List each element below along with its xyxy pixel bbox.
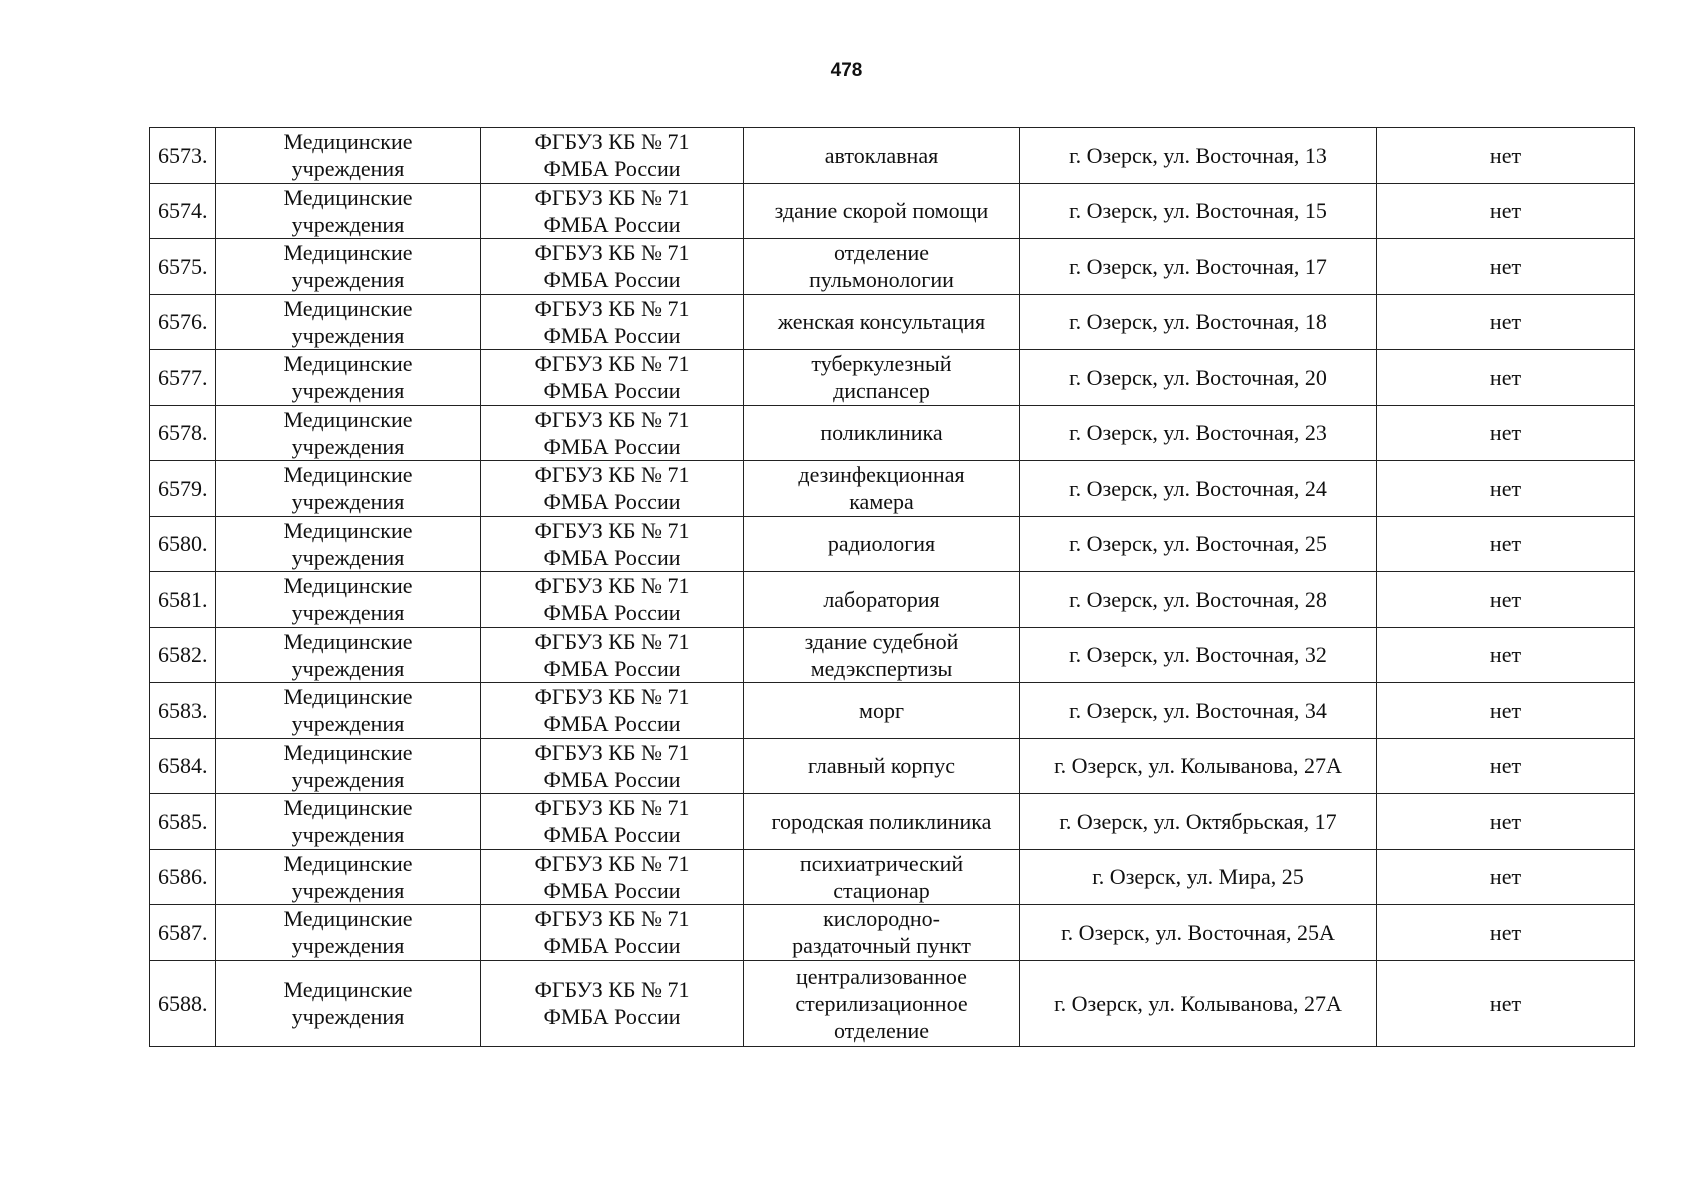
organization-line: ФМБА России (543, 1004, 681, 1029)
category-line: Медицинские (283, 351, 413, 377)
address-cell: г. Озерск, ул. Восточная, 18 (1020, 294, 1377, 350)
category-cell (216, 849, 481, 905)
organization-cell (481, 794, 744, 850)
address-cell: г. Озерск, ул. Колыванова, 27А (1020, 738, 1377, 794)
category-cell (216, 794, 481, 850)
category-cell (216, 905, 481, 961)
address-cell: г. Озерск, ул. Восточная, 13 (1020, 128, 1377, 184)
row-number: 6578. (150, 405, 216, 461)
organization-cell (481, 183, 744, 239)
status-cell: нет (1377, 738, 1635, 794)
organization-cell (481, 516, 744, 572)
table-row (150, 350, 1635, 406)
category-line: Медицинские (283, 406, 413, 432)
status-cell: нет (1377, 683, 1635, 739)
object-line: раздаточный пункт (792, 933, 971, 959)
category-line: Медицинские (283, 295, 413, 321)
status-cell: нет (1377, 183, 1635, 239)
category-line: Медицинские (283, 850, 413, 876)
organization-line: ФГБУЗ КБ № 71 (534, 406, 690, 432)
status-cell: нет (1377, 849, 1635, 905)
registry-table (149, 127, 1635, 1047)
category-line: учреждения (291, 877, 405, 903)
category-line: учреждения (291, 211, 405, 237)
row-number: 6582. (150, 627, 216, 683)
organization-cell (481, 627, 744, 683)
organization-line: ФГБУЗ КБ № 71 (534, 628, 690, 654)
table-row (150, 627, 1635, 683)
organization-line: ФМБА России (543, 655, 681, 681)
organization-line: ФГБУЗ КБ № 71 (534, 850, 690, 876)
table-row (150, 239, 1635, 295)
object-line: морг (859, 697, 904, 723)
address-cell: г. Озерск, ул. Мира, 25 (1020, 849, 1377, 905)
organization-line: ФГБУЗ КБ № 71 (534, 739, 690, 765)
object-cell (744, 294, 1020, 350)
address-cell: г. Озерск, ул. Колыванова, 27А (1020, 960, 1377, 1046)
category-line: Медицинские (283, 240, 413, 266)
status-cell: нет (1377, 128, 1635, 184)
page-number: 478 (830, 60, 863, 81)
address-cell: г. Озерск, ул. Восточная, 15 (1020, 183, 1377, 239)
organization-line: ФМБА России (543, 600, 681, 626)
object-line: стерилизационное (795, 990, 968, 1016)
row-number: 6583. (150, 683, 216, 739)
category-line: учреждения (291, 822, 405, 848)
row-number: 6586. (150, 849, 216, 905)
row-number: 6574. (150, 183, 216, 239)
category-line: Медицинские (283, 129, 413, 155)
object-line: женская консультация (777, 309, 986, 335)
category-cell (216, 683, 481, 739)
organization-line: ФМБА России (543, 711, 681, 737)
category-cell (216, 738, 481, 794)
object-line: камера (849, 489, 914, 515)
table-row (150, 294, 1635, 350)
organization-line: ФГБУЗ КБ № 71 (534, 977, 690, 1002)
category-line: учреждения (291, 156, 405, 182)
category-line: Медицинские (283, 184, 413, 210)
organization-line: ФМБА России (543, 822, 681, 848)
organization-cell (481, 350, 744, 406)
status-cell: нет (1377, 905, 1635, 961)
object-line: стационар (833, 877, 930, 903)
address-cell: г. Озерск, ул. Восточная, 25А (1020, 905, 1377, 961)
object-cell (744, 738, 1020, 794)
status-cell: нет (1377, 405, 1635, 461)
status-cell: нет (1377, 794, 1635, 850)
organization-line: ФГБУЗ КБ № 71 (534, 906, 690, 932)
category-line: учреждения (291, 766, 405, 792)
object-cell (744, 405, 1020, 461)
row-number: 6581. (150, 572, 216, 628)
address-cell: г. Озерск, ул. Восточная, 32 (1020, 627, 1377, 683)
category-cell (216, 350, 481, 406)
organization-line: ФГБУЗ КБ № 71 (534, 573, 690, 599)
object-cell (744, 239, 1020, 295)
organization-line: ФГБУЗ КБ № 71 (534, 795, 690, 821)
row-number: 6580. (150, 516, 216, 572)
table-row (150, 572, 1635, 628)
organization-line: ФМБА России (543, 267, 681, 293)
object-line: здание судебной (804, 628, 959, 654)
organization-cell (481, 128, 744, 184)
address-cell: г. Озерск, ул. Восточная, 28 (1020, 572, 1377, 628)
status-cell: нет (1377, 294, 1635, 350)
row-number: 6573. (150, 128, 216, 184)
object-cell (744, 350, 1020, 406)
category-line: Медицинские (283, 517, 413, 543)
object-cell (744, 849, 1020, 905)
object-cell (744, 683, 1020, 739)
category-cell (216, 183, 481, 239)
category-cell (216, 516, 481, 572)
object-line: отделение (833, 1017, 930, 1043)
object-line: дезинфекционная (798, 462, 965, 488)
organization-line: ФМБА России (543, 766, 681, 792)
organization-cell (481, 960, 744, 1046)
organization-line: ФМБА России (543, 544, 681, 570)
category-cell (216, 572, 481, 628)
status-cell: нет (1377, 239, 1635, 295)
row-number: 6579. (150, 461, 216, 517)
status-cell: нет (1377, 960, 1635, 1046)
category-line: учреждения (291, 378, 405, 404)
organization-line: ФМБА России (543, 933, 681, 959)
category-line: учреждения (291, 1004, 405, 1029)
table-row (150, 516, 1635, 572)
table-row (150, 960, 1635, 1046)
object-line: автоклавная (824, 142, 939, 168)
category-cell (216, 128, 481, 184)
object-line: централизованное (796, 963, 967, 989)
status-cell: нет (1377, 516, 1635, 572)
object-cell (744, 461, 1020, 517)
table-body (150, 128, 1635, 1047)
object-line: здание скорой помощи (774, 198, 989, 224)
organization-cell (481, 461, 744, 517)
object-line: городская поликлиника (771, 808, 992, 834)
organization-line: ФМБА России (543, 322, 681, 348)
object-line: лаборатория (823, 586, 940, 612)
table-row (150, 738, 1635, 794)
address-cell: г. Озерск, ул. Октябрьская, 17 (1020, 794, 1377, 850)
object-cell (744, 905, 1020, 961)
organization-line: ФМБА России (543, 378, 681, 404)
object-line: кислородно- (823, 906, 940, 932)
object-line: медэкспертизы (810, 655, 953, 681)
object-line: отделение (833, 240, 930, 266)
table-row (150, 128, 1635, 184)
category-line: Медицинские (283, 739, 413, 765)
status-cell: нет (1377, 350, 1635, 406)
row-number: 6585. (150, 794, 216, 850)
category-line: учреждения (291, 655, 405, 681)
object-line: туберкулезный (811, 351, 952, 377)
organization-line: ФМБА России (543, 877, 681, 903)
row-number: 6576. (150, 294, 216, 350)
category-cell (216, 461, 481, 517)
row-number: 6588. (150, 960, 216, 1046)
category-line: Медицинские (283, 573, 413, 599)
category-line: учреждения (291, 600, 405, 626)
row-number: 6587. (150, 905, 216, 961)
object-cell (744, 627, 1020, 683)
organization-line: ФГБУЗ КБ № 71 (534, 462, 690, 488)
organization-line: ФГБУЗ КБ № 71 (534, 184, 690, 210)
table-row (150, 849, 1635, 905)
category-line: учреждения (291, 267, 405, 293)
category-cell (216, 405, 481, 461)
organization-cell (481, 294, 744, 350)
category-cell (216, 627, 481, 683)
object-line: радиология (827, 531, 936, 557)
address-cell: г. Озерск, ул. Восточная, 17 (1020, 239, 1377, 295)
category-cell (216, 239, 481, 295)
organization-cell (481, 683, 744, 739)
category-line: учреждения (291, 433, 405, 459)
organization-line: ФМБА России (543, 211, 681, 237)
organization-cell (481, 849, 744, 905)
organization-line: ФГБУЗ КБ № 71 (534, 129, 690, 155)
organization-line: ФМБА России (543, 433, 681, 459)
table-row (150, 183, 1635, 239)
category-line: Медицинские (283, 977, 413, 1002)
object-cell (744, 183, 1020, 239)
category-line: Медицинские (283, 684, 413, 710)
address-cell: г. Озерск, ул. Восточная, 34 (1020, 683, 1377, 739)
object-cell (744, 128, 1020, 184)
organization-line: ФГБУЗ КБ № 71 (534, 240, 690, 266)
organization-cell (481, 572, 744, 628)
category-line: учреждения (291, 544, 405, 570)
object-cell (744, 794, 1020, 850)
organization-line: ФМБА России (543, 156, 681, 182)
address-cell: г. Озерск, ул. Восточная, 20 (1020, 350, 1377, 406)
category-line: учреждения (291, 489, 405, 515)
category-line: Медицинские (283, 795, 413, 821)
object-cell (744, 572, 1020, 628)
organization-cell (481, 239, 744, 295)
object-cell (744, 960, 1020, 1046)
category-cell (216, 294, 481, 350)
category-line: Медицинские (283, 628, 413, 654)
organization-line: ФГБУЗ КБ № 71 (534, 517, 690, 543)
table-row (150, 405, 1635, 461)
organization-line: ФГБУЗ КБ № 71 (534, 295, 690, 321)
row-number: 6575. (150, 239, 216, 295)
object-line: диспансер (833, 378, 930, 404)
category-cell (216, 960, 481, 1046)
organization-line: ФГБУЗ КБ № 71 (534, 351, 690, 377)
status-cell: нет (1377, 572, 1635, 628)
category-line: учреждения (291, 322, 405, 348)
category-line: Медицинские (283, 906, 413, 932)
object-line: главный корпус (808, 753, 955, 779)
status-cell: нет (1377, 627, 1635, 683)
table-row (150, 683, 1635, 739)
table-row (150, 461, 1635, 517)
object-line: пульмонологии (809, 267, 954, 293)
organization-line: ФМБА России (543, 489, 681, 515)
status-cell: нет (1377, 461, 1635, 517)
object-cell (744, 516, 1020, 572)
organization-line: ФГБУЗ КБ № 71 (534, 684, 690, 710)
table-row (150, 794, 1635, 850)
category-line: учреждения (291, 933, 405, 959)
object-line: поликлиника (820, 420, 943, 446)
organization-cell (481, 738, 744, 794)
category-line: учреждения (291, 711, 405, 737)
object-line: психиатрический (799, 850, 964, 876)
address-cell: г. Озерск, ул. Восточная, 24 (1020, 461, 1377, 517)
table-row (150, 905, 1635, 961)
address-cell: г. Озерск, ул. Восточная, 23 (1020, 405, 1377, 461)
organization-cell (481, 405, 744, 461)
category-line: Медицинские (283, 462, 413, 488)
row-number: 6577. (150, 350, 216, 406)
row-number: 6584. (150, 738, 216, 794)
address-cell: г. Озерск, ул. Восточная, 25 (1020, 516, 1377, 572)
organization-cell (481, 905, 744, 961)
